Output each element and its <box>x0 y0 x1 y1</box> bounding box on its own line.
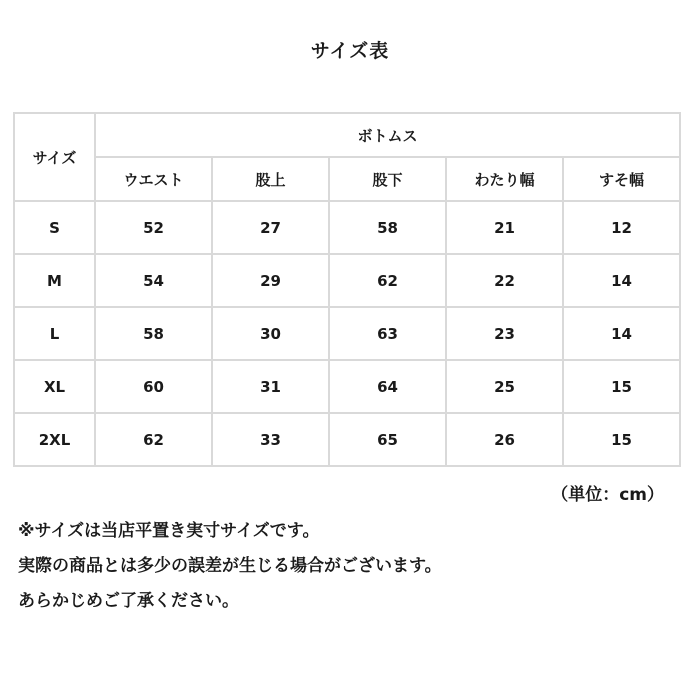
page-title: サイズ表 <box>310 40 390 62</box>
note-line: 実際の商品とは多少の誤差が生じる場合がございます。 <box>18 556 442 576</box>
table-row <box>14 413 680 466</box>
table-row <box>14 254 680 307</box>
column-header-inseam: 股下 <box>329 157 446 201</box>
table-cell: 65 <box>329 413 446 466</box>
size-label: M <box>14 254 95 307</box>
table-subheader-row <box>14 157 680 201</box>
size-label: S <box>14 201 95 254</box>
size-label: 2XL <box>14 413 95 466</box>
table-cell: 29 <box>212 254 329 307</box>
table-cell: 21 <box>446 201 563 254</box>
column-header-thigh: わたり幅 <box>446 157 563 201</box>
size-table <box>13 112 681 467</box>
table-cell: 22 <box>446 254 563 307</box>
table-cell: 60 <box>95 360 212 413</box>
size-column-header: サイズ <box>14 113 95 201</box>
table-cell: 12 <box>563 201 680 254</box>
table-cell: 58 <box>329 201 446 254</box>
table-cell: 14 <box>563 307 680 360</box>
table-cell: 15 <box>563 360 680 413</box>
column-header-hem: すそ幅 <box>563 157 680 201</box>
column-header-waist: ウエスト <box>95 157 212 201</box>
unit-label: （単位：cm） <box>551 485 664 505</box>
bottoms-group-header: ボトムス <box>95 113 680 157</box>
table-row <box>14 201 680 254</box>
table-cell: 14 <box>563 254 680 307</box>
notes <box>18 514 688 619</box>
table-row <box>14 307 680 360</box>
column-header-rise: 股上 <box>212 157 329 201</box>
table-cell: 64 <box>329 360 446 413</box>
table-cell: 27 <box>212 201 329 254</box>
note-line: ※サイズは当店平置き実寸サイズです。 <box>18 521 320 541</box>
table-row <box>14 360 680 413</box>
table-cell: 52 <box>95 201 212 254</box>
table-cell: 26 <box>446 413 563 466</box>
table-cell: 30 <box>212 307 329 360</box>
table-header-row <box>14 113 680 157</box>
table-cell: 25 <box>446 360 563 413</box>
table-cell: 31 <box>212 360 329 413</box>
size-label: XL <box>14 360 95 413</box>
table-cell: 62 <box>95 413 212 466</box>
table-cell: 58 <box>95 307 212 360</box>
table-cell: 63 <box>329 307 446 360</box>
table-cell: 54 <box>95 254 212 307</box>
table-cell: 23 <box>446 307 563 360</box>
table-cell: 62 <box>329 254 446 307</box>
size-label: L <box>14 307 95 360</box>
table-cell: 15 <box>563 413 680 466</box>
note-line: あらかじめご了承ください。 <box>18 591 239 611</box>
table-cell: 33 <box>212 413 329 466</box>
